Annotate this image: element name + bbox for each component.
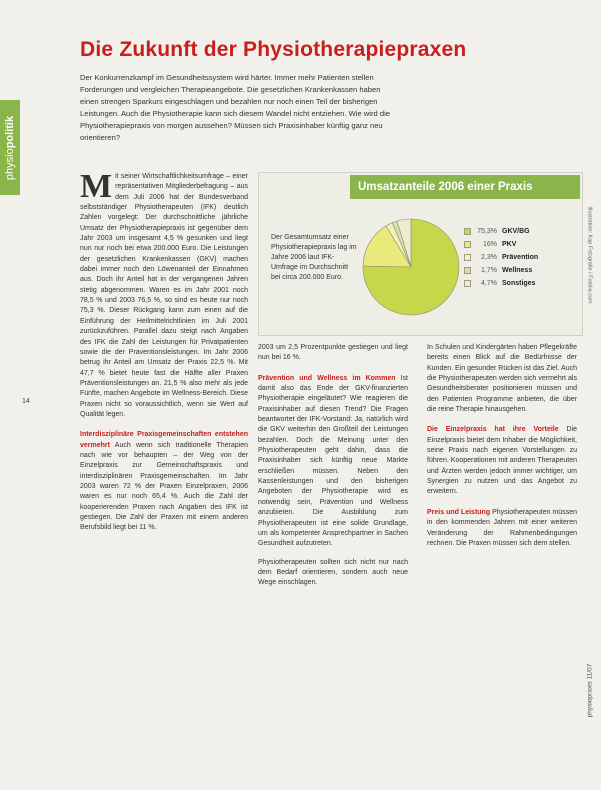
legend-swatch — [464, 280, 471, 287]
illustration-credit: Illustration: Kap Fotografie / Fotolia.com — [587, 206, 593, 304]
legend-value: 1,7% — [481, 267, 497, 274]
col2-paragraph-2: Ist damit also das Ende der GKV-finanzierten Physiotherapie eingeläutet? Wie reagieren die Praxisinhaber auf diesen Trend? Die Fragen beantwortet der IFK-Vorstand: Ja, natürlich wird die GKV weiterhin den Großteil der Leistungen bezahlen. Doch die Meinung unter den Physiotherapeuten geht dahin, dass die Praxisinhaber sich künftig neue Märkte erschließen müssen. Neben den Kassenleistungen und den bisherigen Angeboten der Physiotherapie wird es notwendig sein, Prävention und Wellness anzubieten. Die Ausbildung zum Physiotherapeuten ist eine solide Grundlage, um als kompetenter Ansprechpartner in Sachen Gesundheit aufzutreten. — [258, 374, 408, 548]
legend-value: 4,7% — [481, 280, 497, 287]
col3-paragraph-3: Physiotherapeuten müssen in den kommenden Jahren mit einer weiteren Veränderung der Rahmenbedingungen rechnen. Die Praxen müssen sich dem stellen. — [427, 508, 577, 547]
page-title: Die Zukunft der Physiotherapiepraxen — [80, 38, 467, 61]
column-1 — [80, 168, 248, 534]
legend-row — [464, 225, 579, 238]
legend-row — [464, 277, 579, 290]
chart-box — [258, 172, 583, 336]
legend-swatch — [464, 241, 471, 248]
legend-value: 75,3% — [477, 228, 497, 235]
page-number: 14 — [22, 398, 30, 405]
legend-row — [464, 251, 579, 264]
col1-paragraph-1: it seiner Wirtschaftlichkeitsumfrage – einer repräsentativen Mitgliederbefragung – aus dem Juli 2006 hat der Bundesverband selbstständiger Physiotherapeuten (IFK) deutlich Zahlen vorgelegt: Der durchschnittliche jährliche Umsatz der Physiotherapiepraxis ist gegenüber dem Jahr 2003 um insgesamt 4,5 % gesunken und liegt nun nur noch bei etwa 200.000 Euro. Die Leistungen der gesetzlichen Krankenkassen (GKV) machen dabei immer noch den Löwenanteil der Einnahmen aus. Doch ihr Anteil hat in der vergangenen Jahren stetig abgenommen. Waren es im Jahr 2001 noch 78,5 % und 2003 76,5 %, so sind es heute nur noch 75,3 %. Dieser Rückgang kann zum einen auf die Einführung der Heilmittelrichtlinien im Juli 2001 zurückzuführen. Parallel dazu steigt nach Angaben des IFK die Zahl der Leistungen für Privatpatienten sowie die der Praventionsleistungen. Im Jahr 2006 betrug ihr Anteil am Umsatz der Praxis 22,5 %. Mit 47,7 % bietet heute fast die Hälfte aller Praxen Präventionsleistungen an. 21,5 % also mehr als jede Fünfte, machen Angebote im Wellness-Bereich. Diese Praxen nicht so voraussichtlich, wenn sie Wert auf Qualität legen. — [80, 173, 248, 418]
pie-chart — [359, 201, 463, 329]
legend-label: GKV/BG — [502, 228, 530, 235]
legend-swatch — [464, 267, 471, 274]
chart-caption: Der Gesamtumsatz einer Physiotherapiepraxis lag im Jahre 2006 laut IFK-Umfrage im Durchschnitt bei circa 200.000 Euro. — [271, 234, 357, 281]
legend-swatch — [464, 254, 471, 261]
col3-paragraph-2: Die Einzelpraxis bietet dem Inhaber die Möglichkeit, seine Praxis nach eigenen Vorstellungen zu führen. Kooperationen mit anderen Therapeuten und Ärzten werden jedoch immer wichtiger, um Synergien zu nutzen und das Angebot zu erweitern. — [427, 426, 577, 496]
col1-subheading: Interdisziplinäre Praxisgemeinschaften entstehen vermehrt — [80, 431, 248, 449]
legend-value: 16% — [482, 241, 497, 248]
section-tag-prefix: physio — [4, 147, 16, 180]
col3-paragraph-1: In Schulen und Kindergärten haben Pflegekräfte bereits einen Blick auf die Bedürfnisse der Kunden. Ein gesunder Rücken ist das Ziel. Auch die Physiotherapeuten werden sich vermehrt als Gesundheitsberater positionieren müssen und den Patienten Programme anbieten, die über die reine Therapie hinausgehen. — [427, 344, 577, 414]
section-tag-suffix: politik — [4, 115, 16, 148]
col2-paragraph-3: Physiotherapeuten sollten sich nicht nur nach dem Bedarf orientieren, sondern auch neue Wege einschlagen. — [258, 558, 408, 587]
section-tag — [0, 100, 20, 195]
chart-legend — [464, 225, 579, 290]
legend-row — [464, 238, 579, 251]
col3-subheading-2: Preis und Leistung — [427, 508, 491, 516]
legend-label: Wellness — [502, 267, 533, 274]
col2-subheading: Prävention und Wellness im Kommen — [258, 374, 396, 382]
col2-paragraph-1: 2003 um 2,5 Prozentpunkte gestiegen und liegt nun bei 16 %. — [258, 344, 408, 362]
legend-swatch — [464, 228, 471, 235]
col1-paragraph-2: Auch wenn sich traditionelle Therapien nach wie vor behaupten – der Weg von der Einzelpraxis zur Gemeinschaftspraxis und interdisziplinären Praxisgemeinschaften. Im Jahr 2003 waren 72 % der Praxen Einzelpraxen, 2006 waren es nur noch 65,4 %. Auch die Zahl der kooperierenden Praxen nach Angaben des IFK ist gestiegen. Die Zahl der Praxen mit einem anderen Berufsbild liegt bei 11 %. — [80, 441, 248, 532]
dropcap: M — [80, 168, 113, 205]
journal-issue: physiopraxis 11/07 — [586, 663, 594, 717]
legend-label: PKV — [502, 241, 517, 248]
legend-label: Prävention — [502, 254, 539, 261]
column-2 — [258, 343, 408, 589]
legend-value: 2,3% — [481, 254, 497, 261]
chart-title: Umsatzanteile 2006 einer Praxis — [350, 175, 580, 199]
col3-subheading-1: Die Einzelpraxis hat ihre Vorteile — [427, 426, 559, 434]
column-3 — [427, 343, 577, 549]
intro-paragraph: Der Konkurrenzkampf im Gesundheitssystem wird härter. Immer mehr Patienten stellen Forderungen und vergleichen Therapieangebote. Die gesetzlichen Krankenkassen haben einen strengen Sparkurs eingeschlagen und bezahlen nur noch einen Teil der bisherigen Leistungen. Auch die Physiotherapie kann sich diesem Wandel nicht entziehen. Wie wird die Physiotherapiepraxis von morgen aussehen? Müssen sich Praxisinhaber künftig ganz neu orientieren? — [80, 73, 390, 142]
legend-row — [464, 264, 579, 277]
legend-label: Sonstiges — [502, 280, 536, 287]
